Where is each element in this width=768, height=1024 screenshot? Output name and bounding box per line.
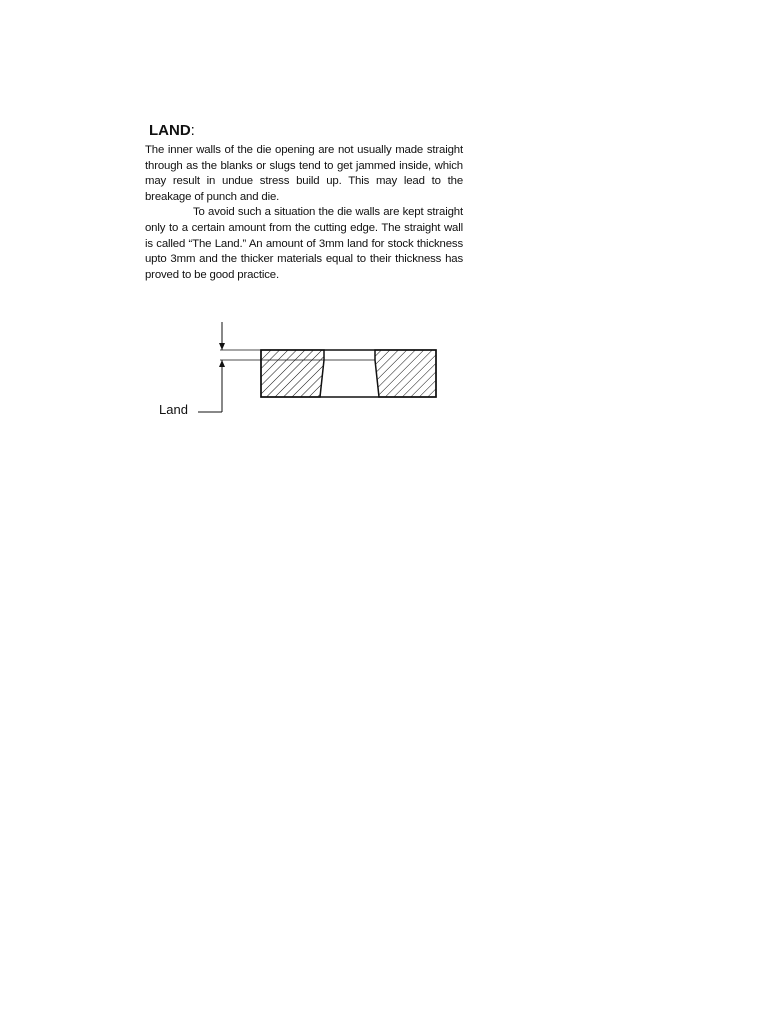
land-diagram	[150, 318, 450, 428]
land-section	[145, 122, 463, 283]
heading-colon: :	[190, 122, 195, 139]
arrowhead-up	[219, 360, 225, 367]
land-label: Land	[159, 402, 188, 417]
section-heading	[149, 122, 463, 140]
paragraph-2: To avoid such a situation the die walls are kept straight only to a certain amount from the cutting edge. The straight wall is called “The Land.” An amount of 3mm land for stock thickness upto 3mm and the thicker materials equal to their thickness has proved to be good practice.	[145, 206, 463, 281]
arrowhead-down	[219, 343, 225, 350]
heading-text: LAND	[149, 122, 191, 139]
die-cross-section	[150, 318, 450, 428]
left-die-wall	[261, 350, 324, 397]
right-die-wall	[375, 350, 436, 397]
paragraph-1: The inner walls of the die opening are not usually made straight through as the blanks or slugs tend to get jammed inside, which may result in undue stress build up. This may lead to the breakage of punch and die.	[145, 144, 463, 203]
